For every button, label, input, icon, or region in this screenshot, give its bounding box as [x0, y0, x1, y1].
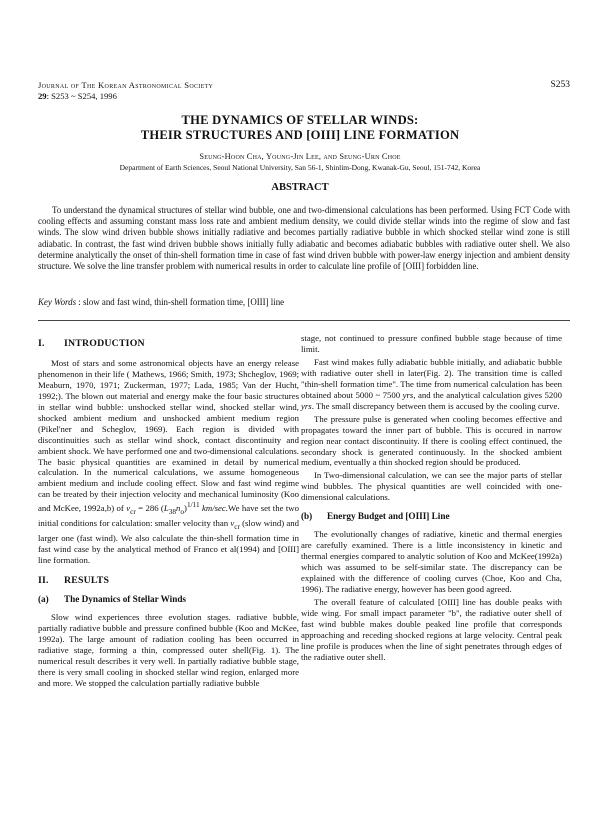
- page-number: S253: [550, 80, 570, 90]
- intro-text-b: We have set the two initial conditions for calculation: smaller velocity than: [38, 503, 299, 528]
- section-number: II.: [38, 574, 49, 586]
- intro-paragraph: [38, 358, 299, 566]
- formula-mid: = 286 (: [135, 503, 164, 514]
- affiliation: Department of Earth Sciences, Seoul National University, San 56-1, Shinlim-Dong, Kwanak-Gu, Seoul, 151-742, Korea: [119, 163, 481, 172]
- section-heading-results: [38, 576, 299, 587]
- unit-yrs: yrs: [402, 389, 414, 400]
- subsection-heading-b: [301, 511, 562, 522]
- right-column: [301, 333, 562, 665]
- section-heading-intro: [38, 339, 299, 350]
- title-line-1: THE DYNAMICS OF STELLAR WINDS:: [181, 113, 419, 127]
- volume-pages: : S253 ~ S254, 1996: [46, 91, 117, 101]
- vcr-formula: [126, 501, 229, 516]
- formula-l: L: [163, 503, 169, 514]
- running-header: [38, 80, 570, 102]
- oiii-line-paragraph: The overall feature of calculated [OIII] line has double peaks with wide wing. For small impact parameter "b", the radiative outer shell of fast wind bubble makes double peaked line profile that corresponds approaching and receding shocked regions at large velocity. Central peak line profile is produces when the line of sight penetrates through edges of the radiative outer shell.: [301, 596, 562, 662]
- fast-wind-text-b: , and the analytical calculation gives 5200: [413, 389, 563, 400]
- keywords: [38, 297, 570, 308]
- pressure-pulse-paragraph: The pressure pulse is generated when cooling becomes effective and propagates toward the inner part of bubble. This is occured in narrow region near contact discontinuity. If there is cooling effect continued, the secondary shock is generated continuously. In the shocked ambient medium, eventually a thin shocked region should be produced.: [301, 413, 562, 468]
- abstract-text: To understand the dynamical structures of stellar wind bubble, one and two-dimensional calculations has been performed. Using FCT Code with cooling effects and assuming constant mass loss rate and ambient medium density, we could divide stellar winds into the regime of slow and fast winds. The slow wind driven bubble shows initially radiative and becomes partially radiative bubble in which shocked stellar wind zone is still adiabatic. In contrast, the fast wind driven bubble shows initially fully adiabatic and becomes adiabatic bubbles with radiative outer shell. We also determine analytically the onset of thin-shell formation time in case of fast wind driven bubble with power-law energy injection and ambient density structure. We solve the line transfer problem with numerical results in order to calculate line profile of [OIII] forbidden line.: [38, 205, 570, 272]
- title-line-2: THEIR STRUCTURES AND [OIII] LINE FORMATION: [140, 127, 460, 142]
- formula-unit: km/sec.: [199, 503, 229, 514]
- vcr-symbol-sub: cr: [234, 522, 240, 531]
- fast-wind-paragraph: [301, 357, 562, 412]
- section-title: INTRODUCTION: [64, 338, 145, 349]
- formula-l-sub: 38: [168, 508, 177, 516]
- keywords-list: : slow and fast wind, thin-shell formation time, [OIII] line: [76, 297, 285, 307]
- volume-number: 29: [38, 91, 47, 101]
- unit-yrs: yrs: [301, 400, 312, 411]
- formula-n: n: [176, 503, 181, 514]
- vcr-symbol: v: [230, 517, 235, 528]
- section-number: I.: [38, 338, 45, 349]
- abstract-heading: ABSTRACT: [271, 182, 329, 193]
- formula-n-sub: o: [180, 508, 185, 516]
- fast-wind-text-c: . The small discrepancy between them is accused by the cooling curve.: [311, 400, 560, 411]
- energy-paragraph: The evolutionally changes of radiative, kinetic and thermal energies are carefully examined. There is a little inconsistency in kinetic and thermal energies compared to analytic solution of Koo and McKee(1992a) which was assumed to be self-similar state. The discrepancy can be explained with the difference of cooling curves (Choe, Koo and Cha, 1996). The radiative energy, however has been good agreed.: [301, 529, 562, 595]
- fast-wind-text-a: Fast wind makes fully adiabatic bubble initially, and adiabatic bubble with radiative outer shell in later(Fig. 2). The transition time is called "thin-shell formation time". The time from numerical calculation has been obtained about 5000 ~ 7500: [301, 356, 562, 400]
- formula-close: ): [184, 503, 187, 514]
- subsection-a-paragraph: Slow wind experiences three evolution stages. radiative bubble, partially radiative bubble and pressure confined bubble (Koo and McKee, 1992a). The large amount of radiation cooling has been occurred in radiative stage, forming a thin, compressed outer shell(Fig. 1). The numerical result describes it very well. In partially radiative bubble stage, there is very small cooling in shocked stellar wind region, enlarged more and more. We stopped the calculation partially radiative bubble: [38, 612, 299, 689]
- formula-v: v: [126, 503, 131, 514]
- intro-text-a: Most of stars and some astronomical objects have an energy release phenomenon in their life ( Mathews, 1966; Smith, 1973; Shcheglov, 1969; Meaburn, 1970, 1971; Zuckerman, 1977; Lada, 1985; Van der Hucht, 1992;). The blown out material and energy make the four basic structures in stellar wind bubble: unshocked stellar wind, shocked stellar wind, shocked ambient medium and unshocked ambient medium region (Pikel'ner and Scheglov, 1969). Each region is divided with discontinuities such as stellar wind shock, contact discontinuity and ambient shock. We have performed one and two-dimensional calculations. The basic physical quantities are examined in detail by numerical calculation. In the numerical calculations, we assume homogeneous ambient medium and include cooling effect. Slow and fast wind regime can be treated by their injection velocity and mechanical luminosity (Koo and McKee, 1992a,b) of: [38, 357, 299, 514]
- journal-name: Journal of The Korean Astronomical Society: [38, 80, 214, 90]
- two-dimensional-paragraph: In Two-dimensional calculation, we can see the major parts of stellar wind bubbles. The physical quantities are well coincided with one-dimensional calculations.: [301, 470, 562, 503]
- keywords-label: Key Words: [38, 297, 77, 307]
- formula-exponent: 1/11: [186, 501, 200, 510]
- subsection-title: Energy Budget and [OIII] Line: [327, 511, 450, 522]
- continued-paragraph: stage, not continued to pressure confined bubble stage because of time limit.: [301, 333, 562, 354]
- author-list: Seung-Hoon Cha, Young-Jin Lee, and Seung-Urn Choe: [199, 152, 401, 161]
- intro-text-c: (slow wind) and larger one (fast wind). We also calculate the thin-shell formation time in fast wind case by the analytical method of Franco et al(1994) and [OIII] line formation.: [38, 517, 299, 565]
- section-divider: [38, 320, 570, 321]
- section-title: RESULTS: [64, 574, 110, 586]
- formula-v-sub: cr: [130, 508, 136, 516]
- volume-info: [38, 91, 570, 102]
- subsection-heading-a: [38, 594, 299, 605]
- subsection-number: (b): [301, 511, 313, 522]
- paper-title: [0, 113, 600, 142]
- subsection-title: The Dynamics of Stellar Winds: [64, 594, 187, 605]
- left-column: [38, 335, 299, 691]
- subsection-number: (a): [38, 594, 49, 605]
